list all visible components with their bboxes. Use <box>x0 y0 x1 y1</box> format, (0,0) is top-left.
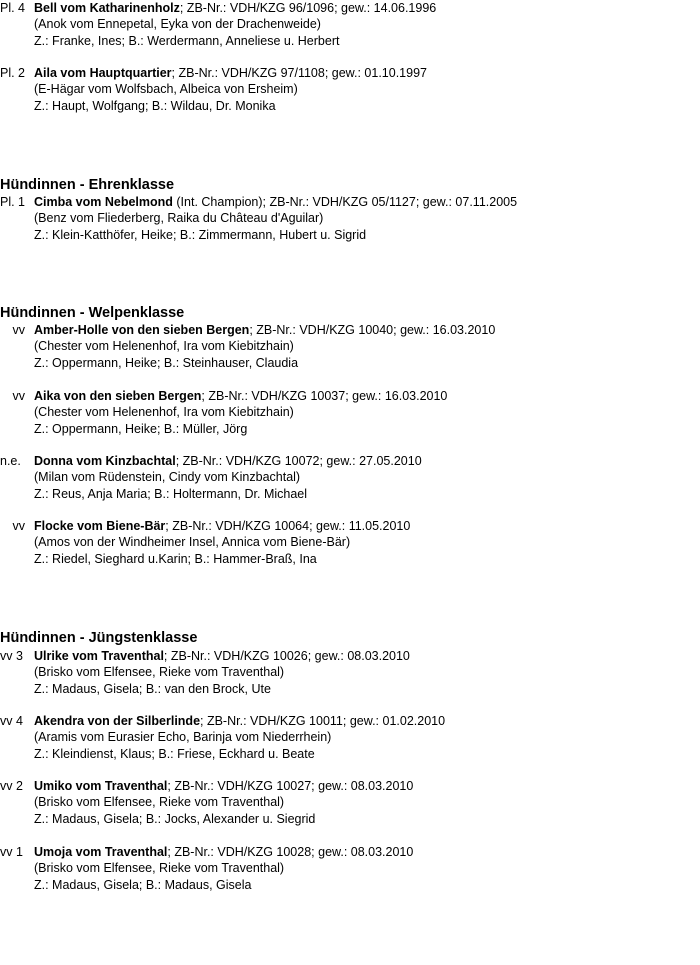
dog-entry <box>0 65 700 114</box>
dog-name: Donna vom Kinzbachtal <box>34 454 176 468</box>
parents: (E-Hägar vom Wolfsbach, Albeica von Ersheim) <box>34 82 298 97</box>
dog-entry <box>0 388 700 437</box>
dog-entry <box>0 322 700 371</box>
breeder-owner: Z.: Oppermann, Heike; B.: Steinhauser, Claudia <box>34 355 299 370</box>
breeder-owner: Z.: Klein-Katthöfer, Heike; B.: Zimmermann, Hubert u. Sigrid <box>34 227 367 242</box>
registration-info: ; ZB-Nr.: VDH/KZG 10037; gew.: 16.03.2010 <box>201 389 448 403</box>
breeder-owner: Z.: Franke, Ines; B.: Werdermann, Anneliese u. Herbert <box>34 33 340 48</box>
registration-info: ; ZB-Nr.: VDH/KZG 10028; gew.: 08.03.2010 <box>167 845 414 859</box>
parents: (Chester vom Helenenhof, Ira vom Kiebitzhain) <box>34 339 294 354</box>
placement: n.e. <box>0 454 21 468</box>
placement: vv 3 <box>0 649 23 663</box>
placement: Pl. 1 <box>0 195 26 209</box>
dog-entry <box>0 713 700 762</box>
registration-info: (Int. Champion); ZB-Nr.: VDH/KZG 05/1127; gew.: 07.11.2005 <box>172 195 518 209</box>
dog-entry <box>0 194 700 243</box>
dog-name: Flocke vom Biene-Bär <box>34 519 166 533</box>
dog-entry <box>0 518 700 567</box>
dog-name: Ulrike vom Traventhal <box>34 649 164 663</box>
dog-entry <box>0 0 700 49</box>
registration-info: ; ZB-Nr.: VDH/KZG 97/1108; gew.: 01.10.1997 <box>171 66 427 80</box>
placement: vv 1 <box>0 845 23 859</box>
parents: (Benz vom Fliederberg, Raika du Château d'Aguilar) <box>34 211 324 226</box>
breeder-owner: Z.: Madaus, Gisela; B.: Madaus, Gisela <box>34 877 252 892</box>
breeder-owner: Z.: Madaus, Gisela; B.: Jocks, Alexander u. Siegrid <box>34 811 316 826</box>
dog-name: Umiko vom Traventhal <box>34 779 168 793</box>
dog-name: Amber-Holle von den sieben Bergen <box>34 323 250 337</box>
registration-info: ; ZB-Nr.: VDH/KZG 96/1096; gew.: 14.06.1996 <box>179 1 437 15</box>
section-heading: Hündinnen - Welpenklasse <box>0 305 185 321</box>
registration-info: ; ZB-Nr.: VDH/KZG 10027; gew.: 08.03.2010 <box>167 779 414 793</box>
breeder-owner: Z.: Oppermann, Heike; B.: Müller, Jörg <box>34 421 248 436</box>
parents: (Anok vom Ennepetal, Eyka von der Drachenweide) <box>34 17 321 32</box>
breeder-owner: Z.: Reus, Anja Maria; B.: Holtermann, Dr. Michael <box>34 486 308 501</box>
dog-name: Cimba vom Nebelmond <box>34 195 173 209</box>
parents: (Brisko vom Elfensee, Rieke vom Traventhal) <box>34 665 285 680</box>
placement: vv <box>12 323 25 337</box>
placement: Pl. 2 <box>0 66 26 80</box>
parents: (Chester vom Helenenhof, Ira vom Kiebitzhain) <box>34 405 294 420</box>
breeder-owner: Z.: Riedel, Sieghard u.Karin; B.: Hammer-Braß, Ina <box>34 551 317 566</box>
dog-name: Aika von den sieben Bergen <box>34 389 202 403</box>
dog-entry <box>0 453 700 502</box>
dog-name: Akendra von der Silberlinde <box>34 714 201 728</box>
parents: (Amos von der Windheimer Insel, Annica vom Biene-Bär) <box>34 535 351 550</box>
registration-info: ; ZB-Nr.: VDH/KZG 10026; gew.: 08.03.2010 <box>163 649 410 663</box>
registration-info: ; ZB-Nr.: VDH/KZG 10040; gew.: 16.03.2010 <box>249 323 496 337</box>
breeder-owner: Z.: Madaus, Gisela; B.: van den Brock, Ute <box>34 681 271 696</box>
parents: (Aramis vom Eurasier Echo, Barinja vom Niederrhein) <box>34 730 332 745</box>
dog-name: Bell vom Katharinenholz <box>34 1 180 15</box>
parents: (Brisko vom Elfensee, Rieke vom Traventhal) <box>34 861 285 876</box>
placement: vv 4 <box>0 714 23 728</box>
dog-entry <box>0 778 700 827</box>
placement: vv 2 <box>0 779 23 793</box>
breeder-owner: Z.: Kleindienst, Klaus; B.: Friese, Eckhard u. Beate <box>34 746 315 761</box>
registration-info: ; ZB-Nr.: VDH/KZG 10072; gew.: 27.05.2010 <box>175 454 422 468</box>
parents: (Brisko vom Elfensee, Rieke vom Traventhal) <box>34 795 285 810</box>
registration-info: ; ZB-Nr.: VDH/KZG 10011; gew.: 01.02.2010 <box>200 714 446 728</box>
dog-name: Umoja vom Traventhal <box>34 845 168 859</box>
registration-info: ; ZB-Nr.: VDH/KZG 10064; gew.: 11.05.2010 <box>165 519 411 533</box>
placement: Pl. 4 <box>0 1 26 15</box>
placement: vv <box>12 519 25 533</box>
dog-entry <box>0 648 700 697</box>
placement: vv <box>12 389 25 403</box>
parents: (Milan vom Rüdenstein, Cindy vom Kinzbachtal) <box>34 470 301 485</box>
section-heading: Hündinnen - Ehrenklasse <box>0 177 175 193</box>
dog-name: Aila vom Hauptquartier <box>34 66 172 80</box>
dog-entry <box>0 844 700 893</box>
section-heading: Hündinnen - Jüngstenklasse <box>0 630 198 646</box>
breeder-owner: Z.: Haupt, Wolfgang; B.: Wildau, Dr. Monika <box>34 98 276 113</box>
